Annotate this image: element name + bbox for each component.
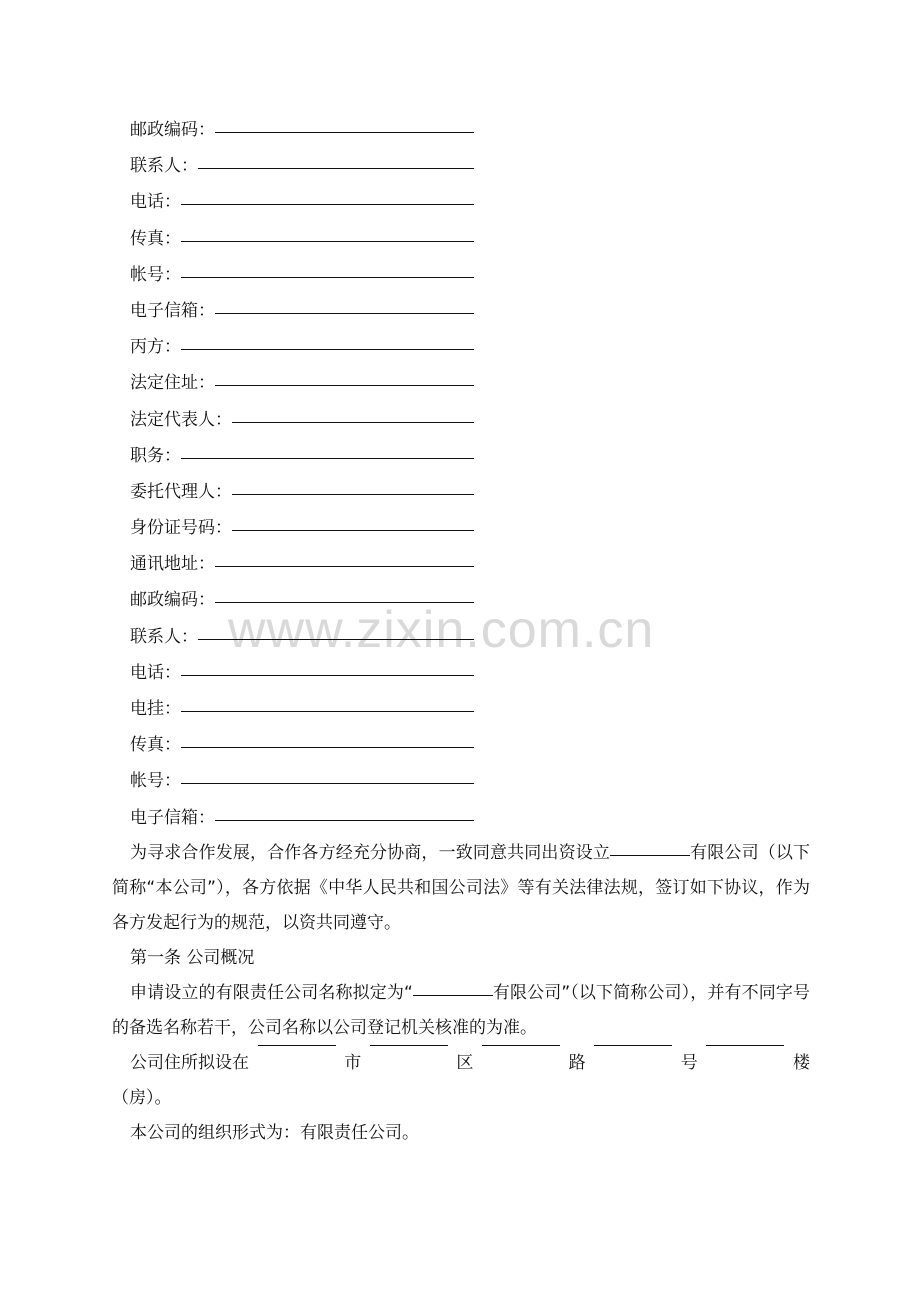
form-field-row xyxy=(112,510,810,546)
field-blank[interactable] xyxy=(215,384,474,386)
number-blank[interactable] xyxy=(594,1044,672,1046)
field-label: 法定代表人： xyxy=(130,409,232,430)
address-line xyxy=(112,1046,810,1081)
addr-road: 路 xyxy=(568,1052,586,1073)
field-blank[interactable] xyxy=(215,131,474,133)
field-label: 电挂： xyxy=(130,699,181,719)
company-form: 本公司的组织形式为：有限责任公司。 xyxy=(130,1122,419,1143)
form-field-row xyxy=(112,293,810,329)
form-field-row xyxy=(112,619,810,655)
name-text-a: 申请设立的有限责任公司名称拟定为“ xyxy=(130,982,413,1003)
city-blank[interactable] xyxy=(258,1044,336,1046)
form-field-row xyxy=(112,582,810,618)
address-tail: （房）。 xyxy=(112,1087,172,1108)
form-field-row xyxy=(112,655,810,691)
form-field-row xyxy=(112,184,810,220)
field-blank[interactable] xyxy=(181,674,474,676)
intro-paragraph xyxy=(112,836,810,941)
intro-text-b: 有限公司（以下简称“本公司”），各方依据《中华人民共和国公司法》等有关法律法规，签订如下协议，作为各方发起行为的规范，以资共同遵守。 xyxy=(112,842,810,933)
field-label: 身份证号码： xyxy=(130,518,232,539)
field-label: 帐号： xyxy=(130,771,181,792)
form-field-row xyxy=(112,763,810,799)
form-field-row xyxy=(112,727,810,763)
field-label: 电子信箱： xyxy=(130,300,215,321)
addr-city: 市 xyxy=(344,1052,362,1073)
article-1-title: 第一条 公司概况 xyxy=(130,947,255,968)
field-label: 传真： xyxy=(130,735,181,756)
field-blank[interactable] xyxy=(181,240,474,242)
field-blank[interactable] xyxy=(181,457,474,459)
addr-number: 号 xyxy=(680,1052,698,1073)
article-1-name-paragraph xyxy=(112,976,810,1046)
field-blank[interactable] xyxy=(181,746,474,748)
field-blank[interactable] xyxy=(198,638,474,640)
field-blank[interactable] xyxy=(198,167,474,169)
field-blank[interactable] xyxy=(232,493,474,495)
form-field-row xyxy=(112,148,810,184)
district-blank[interactable] xyxy=(370,1044,448,1046)
field-label: 职务： xyxy=(130,445,181,466)
form-field-row xyxy=(112,402,810,438)
field-label: 传真： xyxy=(130,228,181,249)
intro-text-a: 为寻求合作发展，合作各方经充分协商，一致同意共同出资设立 xyxy=(130,842,610,863)
field-blank[interactable] xyxy=(215,312,474,314)
field-label: 委托代理人： xyxy=(130,481,232,502)
form-field-row xyxy=(112,546,810,582)
form-field-row xyxy=(112,691,810,727)
form-field-row xyxy=(112,329,810,365)
building-blank[interactable] xyxy=(706,1044,784,1046)
form-field-row xyxy=(112,112,810,148)
field-blank[interactable] xyxy=(181,710,474,712)
form-field-row xyxy=(112,257,810,293)
addr-district: 区 xyxy=(456,1052,474,1073)
form-field-row xyxy=(112,800,810,836)
field-blank[interactable] xyxy=(181,348,474,350)
watermark: www.zixin.com.cn xyxy=(228,601,655,659)
field-label: 法定住址： xyxy=(130,373,215,394)
company-name-blank[interactable] xyxy=(610,854,690,856)
field-blank[interactable] xyxy=(215,565,474,567)
field-blank[interactable] xyxy=(181,782,474,784)
field-label: 通讯地址： xyxy=(130,554,215,575)
form-field-row xyxy=(112,438,810,474)
field-label: 联系人： xyxy=(130,156,198,177)
road-blank[interactable] xyxy=(482,1044,560,1046)
name-text-b: 有限公司”（以下简称公司），并有不同字号的备选名称若干，公司名称以公司登记机关核准的为准。 xyxy=(112,982,811,1038)
field-blank[interactable] xyxy=(215,819,474,821)
field-label: 丙方： xyxy=(130,337,181,358)
form-field-row xyxy=(112,221,810,257)
addr-building: 楼 xyxy=(792,1052,810,1073)
field-blank[interactable] xyxy=(232,421,474,423)
field-label: 联系人： xyxy=(130,626,198,647)
field-label: 电话： xyxy=(130,192,181,213)
document-body xyxy=(112,112,810,1151)
field-label: 帐号： xyxy=(130,264,181,285)
contact-fields xyxy=(112,112,810,836)
field-label: 电子信箱： xyxy=(130,807,215,828)
field-label: 邮政编码： xyxy=(130,120,215,140)
field-blank[interactable] xyxy=(181,276,474,278)
form-field-row xyxy=(112,365,810,401)
field-blank[interactable] xyxy=(215,601,474,603)
field-label: 电话： xyxy=(130,662,181,683)
field-blank[interactable] xyxy=(181,203,474,205)
addr-label: 公司住所拟设在 xyxy=(130,1052,249,1073)
field-blank[interactable] xyxy=(232,529,474,531)
form-field-row xyxy=(112,474,810,510)
field-label: 邮政编码： xyxy=(130,590,215,611)
company-name-blank-2[interactable] xyxy=(413,994,493,996)
